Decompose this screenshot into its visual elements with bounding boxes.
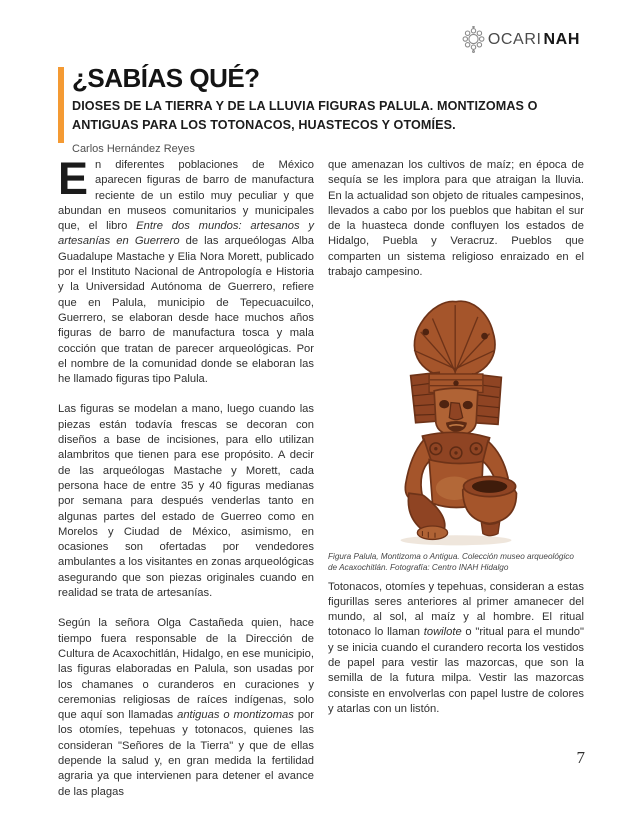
rosette-icon (461, 26, 486, 53)
clay-figurine-photo (328, 295, 584, 547)
logo-text-ocari: OCARI (487, 30, 542, 48)
author-byline: Carlos Hernández Reyes (72, 143, 195, 155)
paragraph-5: Totonacos, otomíes y tepehuas, consideran a estas figurillas seres anteriores al primer amanecer del mundo, al sol, al maíz y al hombre. El ritual totonaco lo llaman towilote o "ritual para el mundo" y se inicia cuando el curandero recorta los vestidos de papel para vestir las mazorcas, que son la semilla de la futura milpa. Vestir las mazorcas consiste en envolverlas con papel lustre de colores y atarlas con un listón. (328, 580, 584, 715)
logo-text-nah: NAH (543, 30, 580, 48)
page-title: ¿SABÍAS QUÉ? (72, 63, 260, 93)
paragraph-1: En diferentes poblaciones de México aparecen figuras de barro de manufactura reciente de un estilo muy peculiar y que abundan en museos comunitarios y municipales que, el libro Entre dos mundos: artesanos y artesanías en Guerrero de las arqueólogas Alba Guadalupe Mastache y Elia Nora Morett, publicado por el Instituto Nacional de Antropología e Historia y la Universidad Autónoma de Guerrero, refiere que en Palula, municipio de Tepecuacuilco, Guerrero, se elaboran desde hace muchos años figuras de barro de manufactura tosca y mala cocción que tratan de parecer arqueológicas. Por el nombre de la comunidad donde se elaboran las he llamado figuras tipo Palula. (58, 153, 314, 386)
page-number: 7 (576, 748, 585, 767)
article-body (58, 153, 584, 815)
title-block (58, 64, 577, 155)
paragraph-2: Las figuras se modelan a mano, luego cuando las piezas están todavía frescas se decoran con diseños a base de incisiones, para ello utilizan alambritos que tienen para ese propósito. A decir de las arqueólogas Mastache y Morett, cada persona hace de entre 35 y 40 figuras medianas por semana para después venderlas tanto en algunas partes del estado de Guerreo como en Morelos y Ciudad de México, asimismo, en ocasiones son ofertadas por vendedores ambulantes a los visitantes en zonas arqueológicas asegurando que son piezas originales cuando en realidad se trata de artesanías. (58, 403, 314, 600)
column-left (58, 153, 315, 815)
column-right (328, 158, 584, 815)
paragraph-4: que amenazan los cultivos de maíz; en época de sequía se les implora para que atraigan la lluvia. En la actualidad son objeto de rituales campesinos, llevados a cabo por los pueblos que habitan el sur de la huasteca donde confluyen los estados de Hidalgo, Puebla y Veracruz. Pueblos que comparten un sistema religioso enraizado en el trabajo campesino. (328, 159, 584, 279)
figure-caption: Figura Palula, Montizoma o Antigua. Colección museo arqueológico de Acaxochitlán. Fotografía: Centro INAH Hidalgo (328, 552, 574, 572)
paragraph-3: Según la señora Olga Castañeda quien, hace tiempo fuera responsable de la Dirección de Cultura de Acaxochitlán, Hidalgo, en ese municipio, las figuras elaboradas en Palula, son usadas por los chamanes o curanderos en curaciones y ceremonias religiosas de raíces indígenas, solo que aquí son llamadas antiguas o montizomas por los otomíes, tepehuas y totonacos, quienes las consideran "Señores de la Tierra" y que de ellas depende la salud y, en gran medida la fertilidad agraria ya que intervienen para detener el avance de las plagas (58, 617, 315, 798)
page-subtitle: DIOSES DE LA TIERRA Y DE LA LLUVIA FIGURAS PALULA. MONTIZOMAS O ANTIGUAS PARA LOS TOTONACOS, HUASTECOS Y OTOMÍES. (72, 99, 538, 132)
figurine-figure (328, 295, 584, 573)
ocarinah-logo (461, 26, 580, 53)
dropcap: E (58, 153, 89, 204)
